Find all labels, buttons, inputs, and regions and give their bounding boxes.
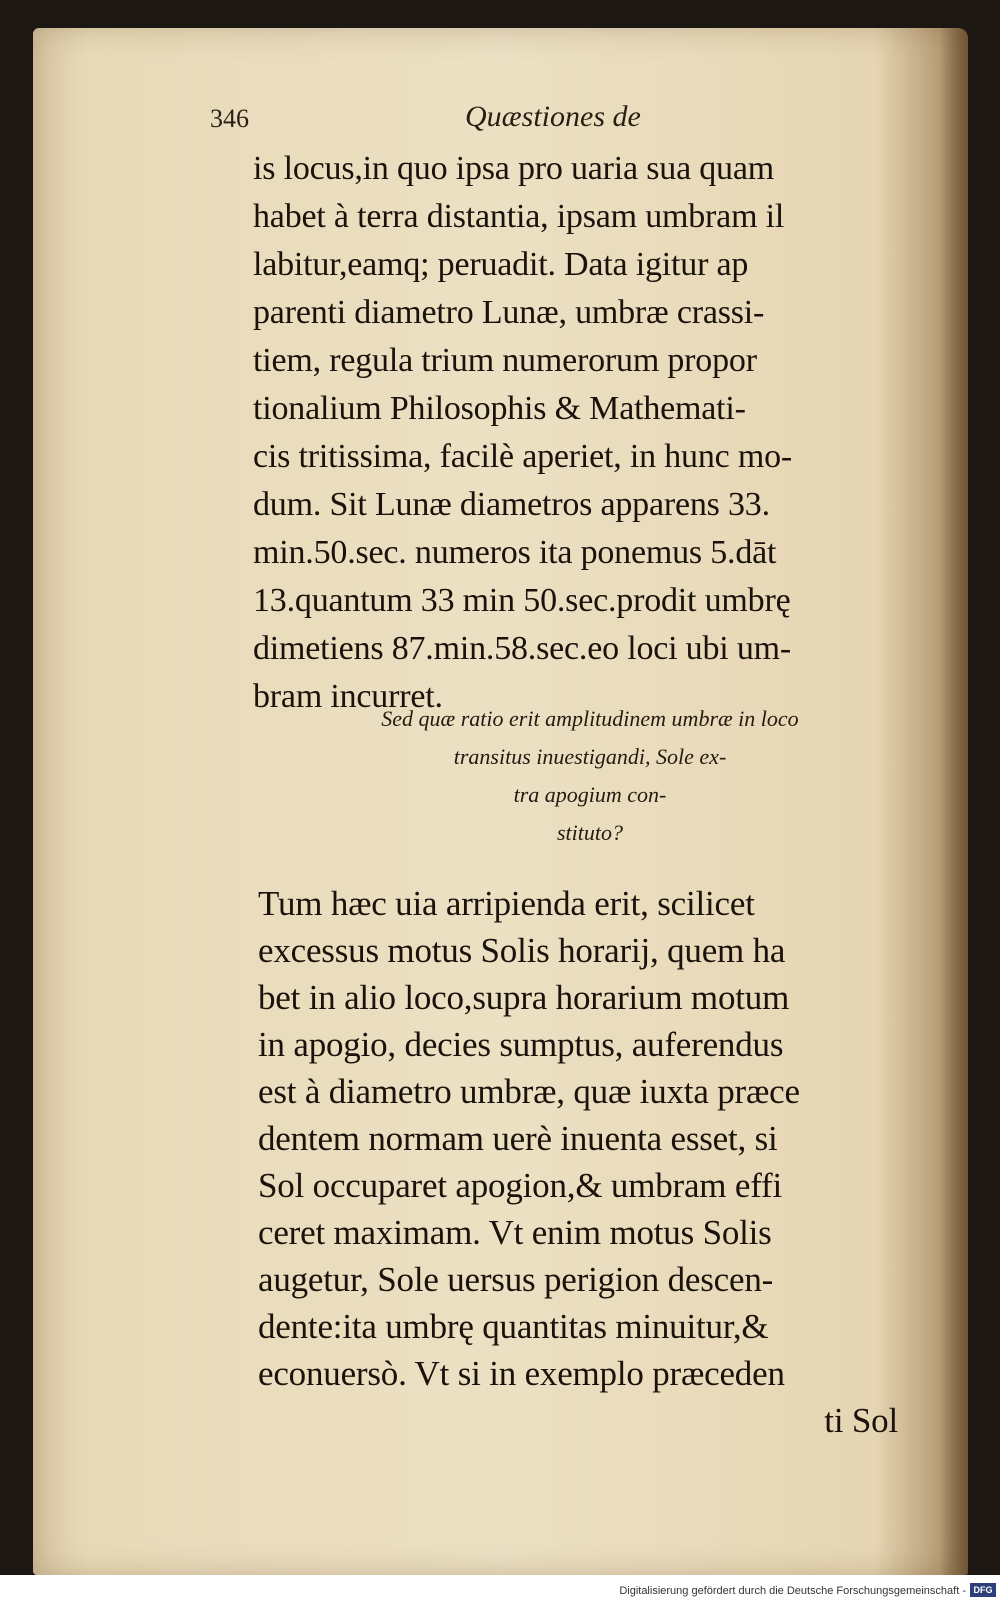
section-heading [290, 700, 890, 852]
heading-line: Sed quæ ratio erit amplitudinem umbræ in loco [381, 706, 799, 731]
text-line: is locus,in quo ipsa pro uaria sua quam [253, 150, 774, 187]
text-line: est à diametro umbræ, quæ iuxta præce [258, 1072, 800, 1111]
text-line: min.50.sec. numeros ita ponemus 5.dāt [253, 534, 777, 571]
heading-line: stituto? [556, 820, 623, 845]
footer [0, 1577, 1000, 1607]
text-line: dente:ita umbrę quantitas minuitur,& [258, 1307, 769, 1346]
text-line: augetur, Sole uersus perigion descen- [258, 1260, 774, 1299]
heading-line: transitus inuestigandi, Sole ex- [453, 744, 727, 769]
paragraph-2 [258, 880, 938, 1444]
paragraph-1 [253, 145, 933, 721]
text-line: bram incurret. [253, 678, 443, 715]
text-line: in apogio, decies sumptus, auferendus [258, 1025, 784, 1064]
text-line: parenti diametro Lunæ, umbræ crassi- [253, 294, 765, 331]
text-line: cis tritissima, facilè aperiet, in hunc mo- [253, 438, 793, 475]
text-line: bet in alio loco,supra horarium motum [258, 978, 790, 1017]
text-line: habet à terra distantia, ipsam umbram il [253, 198, 785, 235]
text-line: dum. Sit Lunæ diametros apparens 33. [253, 486, 770, 523]
text-line: dentem normam uerè inuenta esset, si [258, 1119, 778, 1158]
heading-line: tra apogium con- [513, 782, 667, 807]
text-line: ceret maximam. Vt enim motus Solis [258, 1213, 772, 1252]
text-line: Tum hæc uia arripienda erit, scilicet [258, 884, 755, 923]
dfg-logo: DFG [970, 1583, 996, 1597]
text-line: econuersò. Vt si in exemplo præceden [258, 1354, 785, 1393]
footer-credit: Digitalisierung gefördert durch die Deutsche Forschungsgemeinschaft - [619, 1585, 966, 1597]
text-line: dimetiens 87.min.58.sec.eo loci ubi um- [253, 630, 791, 667]
text-line: Sol occuparet apogion,& umbram effi [258, 1166, 783, 1205]
text-line: excessus motus Solis horarij, quem ha [258, 931, 786, 970]
text-line: tiem, regula trium numerorum propor [253, 342, 757, 379]
text-line: labitur,eamq; peruadit. Data igitur ap [253, 246, 749, 283]
page-number: 346 [210, 104, 249, 133]
text-line: 13.quantum 33 min 50.sec.prodit umbrę [253, 582, 791, 619]
running-title: Quæstiones de [465, 100, 641, 133]
text-line: tionalium Philosophis & Mathemati- [253, 390, 746, 427]
page-edge-shadow [940, 28, 968, 1575]
running-head [210, 100, 910, 140]
catchword: ti Sol [824, 1401, 898, 1440]
